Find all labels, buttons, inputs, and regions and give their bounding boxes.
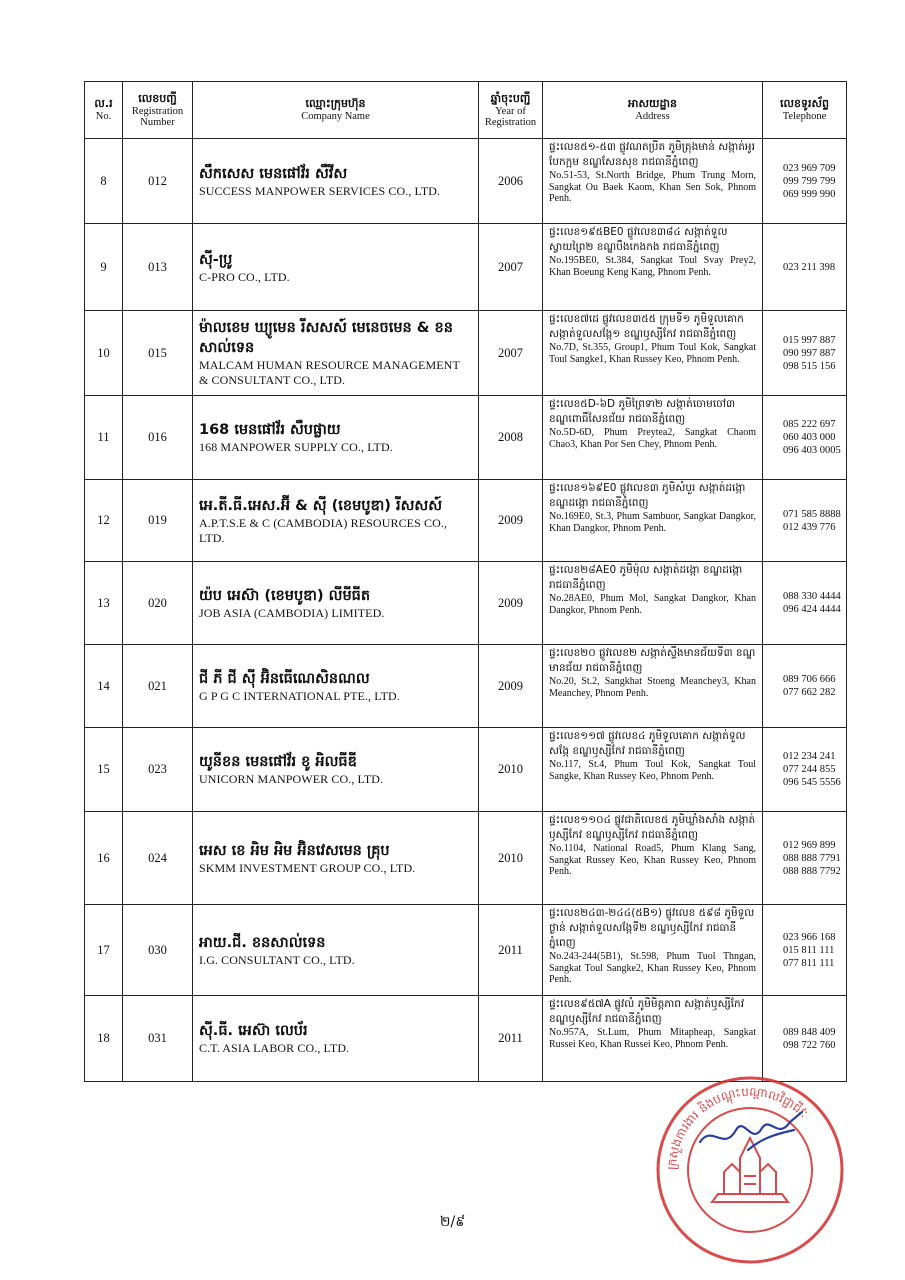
phone-number: 012 969 899 (783, 839, 836, 851)
table-row (85, 396, 847, 480)
header-registration-number: លេខបញ្ជី Registration Number (123, 82, 193, 139)
company-name-khmer: ជី ភី ជី ស៊ី អ៊ិនធើណេសិនណល (199, 670, 370, 687)
registration-year: 2009 (479, 562, 543, 645)
telephone-cell (763, 562, 847, 645)
phone-number: 098 515 156 (783, 360, 836, 372)
company-name-khmer: អេស ខេ អិម អិម អ៊ិនវេសមេន គ្រុប (199, 842, 390, 859)
registration-number: 016 (123, 396, 193, 480)
telephone-cell (763, 728, 847, 812)
registration-year: 2006 (479, 139, 543, 224)
table-row (85, 905, 847, 996)
row-number: 18 (85, 996, 123, 1082)
address-khmer: ផ្ទះលេខ១៦៩E0 ផ្លូវលេខ៣ ភូមិសំបួរ សង្កាត់ដង្កោ ខណ្ឌដង្កោ រាជធានីភ្នំពេញ (549, 482, 746, 509)
table-row (85, 224, 847, 311)
phone-number: 098 722 760 (783, 1039, 836, 1051)
row-number: 13 (85, 562, 123, 645)
registration-number: 013 (123, 224, 193, 311)
address-english: No.51-53, St.North Bridge, Phum Trung Morn, Sangkat Ou Baek Kaom, Khan Sen Sok, Phnom Penh. (549, 170, 756, 204)
company-name-cell (193, 905, 479, 996)
address-english: No.1104, National Road5, Phum Klang Sang, Sangkat Russey Keo, Khan Russey Keo, Phnom Penh. (549, 843, 756, 877)
registration-year: 2011 (479, 905, 543, 996)
row-number: 14 (85, 645, 123, 728)
company-name-cell (193, 996, 479, 1082)
table-header-row (85, 82, 847, 139)
stamp-ring-text: ក្រសួងការងារ និងបណ្តុះបណ្តាលវិជ្ជាជីវៈ (664, 1084, 811, 1171)
phone-number: 089 706 666 (783, 674, 836, 685)
company-name-english: SKMM INVESTMENT GROUP CO., LTD. (199, 860, 416, 875)
address-khmer: ផ្ទះលេខ៥១-៥៣ ផ្លូវណតប្រីត ភូមិត្រុងមាន់ សង្កាត់អូរបែកក្អម ខណ្ឌសែនសុខ រាជធានីភ្នំពេញ (549, 141, 755, 168)
official-stamp (652, 1072, 848, 1268)
telephone-cell (763, 812, 847, 905)
registration-number: 023 (123, 728, 193, 812)
row-number: 16 (85, 812, 123, 905)
address-khmer: ផ្ទះលេខ៥D-៦D ភូមិព្រៃទា២ សង្កាត់ចោមចៅ៣ ខណ្ឌពោធិ៍សែនជ័យ រាជធានីភ្នំពេញ (549, 398, 736, 425)
address-english: No.243-244(5B1), St.598, Phum Tuol Thngan, Sangkat Toul Sangke2, Khan Russey Keo, Phnom Penh. (549, 951, 756, 985)
row-number: 11 (85, 396, 123, 480)
phone-number: 012 234 241 (783, 751, 836, 762)
registration-number: 019 (123, 480, 193, 562)
address-cell (543, 905, 763, 996)
company-name-cell (193, 728, 479, 812)
header-company-name: ឈ្មោះក្រុមហ៊ុន Company Name (193, 82, 479, 139)
telephone-cell (763, 905, 847, 996)
phone-number: 015 811 111 (783, 944, 835, 956)
table-row (85, 311, 847, 396)
telephone-cell (763, 996, 847, 1082)
registration-number: 024 (123, 812, 193, 905)
company-name-khmer: ស៊ី.ធី. អេស៊ា លេប័រ (199, 1023, 308, 1039)
registration-number: 031 (123, 996, 193, 1082)
address-khmer: ផ្ទះលេខ២៨AE0 ភូមិម៉ុល សង្កាត់ដង្កោ ខណ្ឌដង្កោ រាជធានីភ្នំពេញ (549, 564, 743, 591)
registration-year: 2010 (479, 812, 543, 905)
phone-number: 060 403 000 (783, 432, 836, 443)
page-number: ២/៩ (439, 1214, 466, 1230)
telephone-cell (763, 396, 847, 480)
registration-year: 2007 (479, 224, 543, 311)
address-english: No.169E0, St.3, Phum Sambuor, Sangkat Dangkor, Khan Dangkor, Phnom Penh. (549, 511, 756, 534)
address-english: No.957A, St.Lum, Phum Mitapheap, Sangkat Russei Keo, Khan Russei Keo, Phnom Penh. (549, 1027, 756, 1050)
table-row (85, 996, 847, 1082)
registration-year: 2011 (479, 996, 543, 1082)
company-name-khmer: យូនីខន មេនផៅវ័រ ខូ អិលធីឌី (199, 754, 357, 770)
row-number: 15 (85, 728, 123, 812)
telephone-cell (763, 224, 847, 311)
header-year: ឆ្នាំចុះបញ្ជី Year of Registration (479, 82, 543, 139)
phone-number: 077 662 282 (783, 687, 836, 698)
phone-number: 085 222 697 (783, 419, 836, 430)
address-english: No.195BE0, St.384, Sangkat Toul Svay Prey2, Khan Boeung Keng Kang, Phnom Penh. (549, 255, 756, 278)
phone-number: 096 403 0005 (783, 445, 841, 456)
address-khmer: ផ្ទះលេខ២០ ផ្លូវលេខ២ សង្កាត់ស្ទឹងមានជ័យទី៣ ខណ្ឌមានជ័យ រាជធានីភ្នំពេញ (549, 647, 756, 674)
table-row (85, 728, 847, 812)
address-khmer: ផ្ទះលេខ១១០៤ ផ្លូវជាតិលេខ៥ ភូមិឃ្លាំងសាំង សង្កាត់ឫស្សីកែវ ខណ្ឌឫស្សីកែវ រាជធានីភ្នំពេញ (549, 814, 756, 841)
company-name-english: A.P.T.S.E & C (CAMBODIA) RESOURCES CO., LTD. (199, 515, 448, 545)
company-name-english: UNICORN MANPOWER CO., LTD. (199, 772, 384, 786)
row-number: 8 (85, 139, 123, 224)
address-english: No.117, St.4, Phum Toul Kok, Sangkat Toul Sangke, Khan Russey Keo, Phnom Penh. (549, 759, 756, 782)
registration-year: 2009 (479, 480, 543, 562)
company-name-cell (193, 311, 479, 396)
table-row (85, 480, 847, 562)
phone-number: 077 244 855 (783, 764, 836, 775)
header-address: អាសយដ្ឋាន Address (543, 82, 763, 139)
phone-number: 088 888 7792 (783, 865, 841, 877)
company-name-english: G P G C INTERNATIONAL PTE., LTD. (199, 688, 400, 703)
company-name-english: 168 MANPOWER SUPPLY CO., LTD. (199, 440, 393, 454)
row-number: 12 (85, 480, 123, 562)
address-english: No.28AE0, Phum Mol, Sangkat Dangkor, Khan Dangkor, Phnom Penh. (549, 593, 756, 616)
company-name-english: SUCCESS MANPOWER SERVICES CO., LTD. (199, 183, 441, 198)
phone-number: 069 999 990 (783, 188, 836, 200)
phone-number: 096 545 5556 (783, 777, 841, 788)
registration-table (84, 81, 847, 1082)
company-name-cell (193, 480, 479, 562)
phone-number: 088 888 7791 (783, 852, 841, 864)
row-number: 10 (85, 311, 123, 396)
address-khmer: ផ្ទះលេខ១៩៥BE0 ផ្លូវលេខ៣៨៤ សង្កាត់ទួលស្វាយព្រៃ២ ខណ្ឌបឹងកេងកង រាជធានីភ្នំពេញ (549, 226, 728, 253)
company-name-cell (193, 812, 479, 905)
company-name-cell (193, 224, 479, 311)
company-name-khmer: ម៉ាលខេម ឃ្យូមេន រីសសស៍ មេនេចមេន & ខនសាល់ទេន (199, 320, 453, 356)
phone-number: 089 848 409 (783, 1026, 836, 1038)
company-name-english: JOB ASIA (CAMBODIA) LIMITED. (199, 605, 385, 620)
row-number: 9 (85, 224, 123, 311)
phone-number: 015 997 887 (783, 334, 836, 346)
address-cell (543, 396, 763, 480)
address-cell (543, 645, 763, 728)
phone-number: 088 330 4444 (783, 591, 841, 602)
company-name-english: I.G. CONSULTANT CO., LTD. (199, 952, 355, 967)
registration-number: 020 (123, 562, 193, 645)
phone-number: 023 211 398 (783, 261, 836, 273)
address-cell (543, 812, 763, 905)
address-cell (543, 562, 763, 645)
phone-number: 099 799 799 (783, 175, 836, 187)
company-name-cell (193, 396, 479, 480)
telephone-cell (763, 480, 847, 562)
phone-number: 096 424 4444 (783, 604, 841, 615)
address-khmer: ផ្ទះលេខ១១៧ ផ្លូវលេខ៤ ភូមិទួលគោក សង្កាត់ទួលសង្កែ ខណ្ឌឫស្សីកែវ រាជធានីភ្នំពេញ (549, 730, 746, 757)
registration-number: 015 (123, 311, 193, 396)
registration-number: 030 (123, 905, 193, 996)
table-row (85, 562, 847, 645)
phone-number: 090 997 887 (783, 347, 836, 359)
company-name-english: C.T. ASIA LABOR CO., LTD. (199, 1041, 350, 1055)
address-cell (543, 311, 763, 396)
registration-year: 2007 (479, 311, 543, 396)
registration-year: 2009 (479, 645, 543, 728)
table-row (85, 812, 847, 905)
stamp-inner-ring (688, 1108, 812, 1232)
telephone-cell (763, 311, 847, 396)
registration-year: 2010 (479, 728, 543, 812)
company-name-english: C-PRO CO., LTD. (199, 269, 290, 284)
company-name-english: MALCAM HUMAN RESOURCE MANAGEMENT & CONSULTANT CO., LTD. (199, 358, 460, 387)
stamp-outer-ring (658, 1078, 842, 1262)
phone-number: 023 966 168 (783, 931, 836, 943)
address-khmer: ផ្ទះលេខ៧ដេ ផ្លូវលេខ៣៥៥ ក្រុមទី១ ភូមិទួលគោក សង្កាត់ទួលសង្កែ១ ខណ្ឌឫស្សីកែវ រាជធានីភ្នំពេញ (549, 313, 744, 340)
address-english: No.5D-6D, Phum Preytea2, Sangkat Chaom Chao3, Khan Por Sen Chey, Phnom Penh. (549, 427, 756, 450)
table-row (85, 139, 847, 224)
address-english: No.7D, St.355, Group1, Phum Toul Kok, Sangkat Toul Sangke1, Khan Russey Keo, Phnom Penh. (549, 342, 756, 365)
address-cell (543, 480, 763, 562)
company-name-khmer: 168 មេនផៅវ័រ សឺបផ្លាយ (199, 422, 341, 438)
header-no: ល.រ No. (85, 82, 123, 139)
phone-number: 012 439 776 (783, 521, 836, 533)
registration-number: 021 (123, 645, 193, 728)
company-name-khmer: ស៊ី-ប្រូ (199, 251, 233, 268)
registration-number: 012 (123, 139, 193, 224)
company-name-khmer: អេ.តី.ធី.អេស.អ៊ី & ស៊ី (ខេមបូឌា) រីសសស៍ (199, 497, 443, 514)
company-name-cell (193, 562, 479, 645)
address-cell (543, 728, 763, 812)
company-name-khmer: យ៉ប អេស៊ា (ខេមបូឌា) លីមីធីត (199, 587, 371, 604)
company-name-cell (193, 139, 479, 224)
address-cell (543, 139, 763, 224)
address-cell (543, 224, 763, 311)
phone-number: 071 585 8888 (783, 508, 841, 520)
header-telephone: លេខទូរស័ព្ទ Telephone (763, 82, 847, 139)
row-number: 17 (85, 905, 123, 996)
company-name-khmer: សឹកសេស មេនផៅវ័រ សឺវីស (199, 165, 348, 182)
phone-number: 023 969 709 (783, 162, 836, 174)
phone-number: 077 811 111 (783, 957, 835, 969)
address-cell (543, 996, 763, 1082)
address-khmer: ផ្ទះលេខ២៤៣-២៤៤(៥B១) ផ្លូវលេខ ៥៩៨ ភូមិទួលថ្ងាន់ សង្កាត់ទួលសង្កែទី២ ខណ្ឌឫស្សីកែវ រាជធានីភ្នំពេញ (549, 907, 755, 949)
address-khmer: ផ្ទះលេខ៩៥៧A ផ្លូវលំ ភូមិមិត្តភាព សង្កាត់ឫស្សីកែវ ខណ្ឌឫស្សីកែវ រាជធានីភ្នំពេញ (549, 998, 745, 1025)
registration-year: 2008 (479, 396, 543, 480)
telephone-cell (763, 645, 847, 728)
company-name-khmer: អាយ.ជី. ខនសាល់ទេន (199, 934, 326, 951)
telephone-cell (763, 139, 847, 224)
table-row (85, 645, 847, 728)
company-name-cell (193, 645, 479, 728)
address-english: No.20, St.2, Sangkhat Stoeng Meanchey3, Khan Meanchey, Phnom Penh. (549, 676, 756, 699)
